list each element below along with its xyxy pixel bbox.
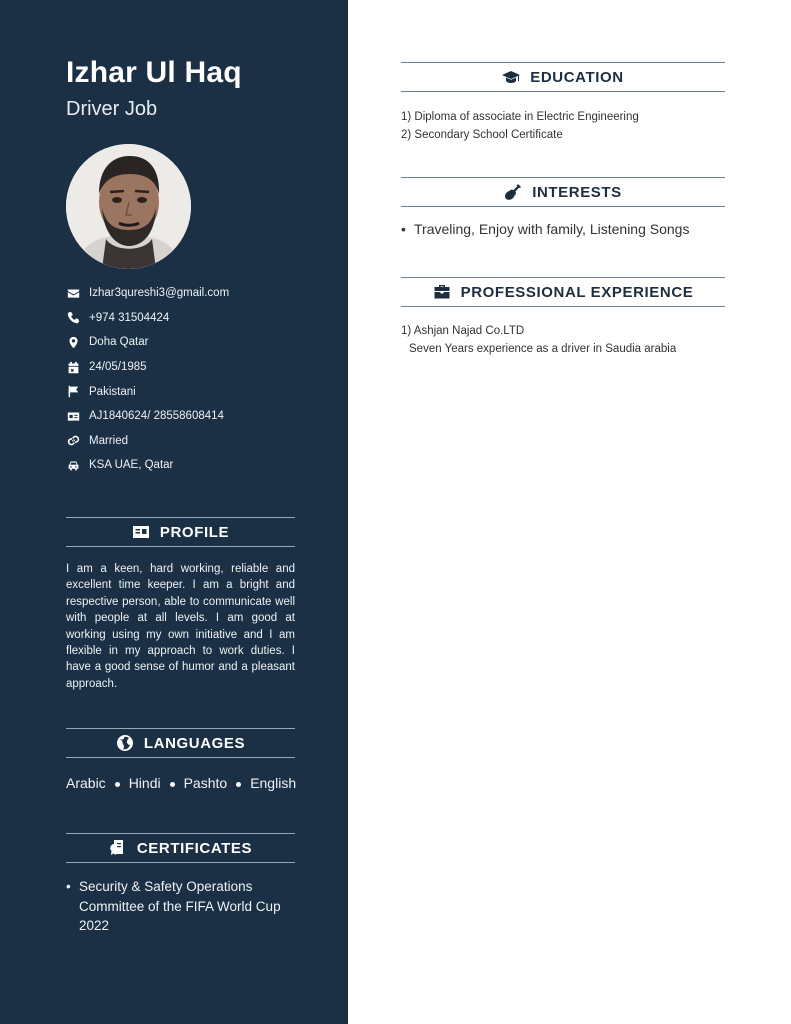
- certificate-item: Security & Safety Operations Committee of the FIFA World Cup 2022: [79, 879, 281, 933]
- education-heading: [401, 62, 725, 92]
- main-content: [348, 0, 791, 1024]
- contact-work-regions: [66, 453, 326, 478]
- graduation-cap-icon: [502, 68, 520, 86]
- contact-marital-status: [66, 429, 326, 454]
- language-item: Hindi: [128, 775, 161, 791]
- experience-heading-text: PROFESSIONAL EXPERIENCE: [460, 283, 694, 301]
- certificate-icon: [109, 839, 127, 857]
- birthdate-value: 24/05/1985: [89, 361, 147, 374]
- job-title: Driver Job: [66, 98, 158, 120]
- certificates-heading: [66, 833, 295, 863]
- certificates-heading-text: CERTIFICATES: [136, 839, 253, 857]
- car-icon: [66, 458, 80, 472]
- marital-status-value: Married: [89, 434, 128, 447]
- avatar: [66, 144, 191, 269]
- education-list: [401, 108, 731, 144]
- id-badge-icon: [132, 523, 150, 541]
- contact-list: [66, 281, 326, 478]
- calendar-icon: [66, 360, 80, 374]
- languages-heading-text: LANGUAGES: [143, 734, 246, 752]
- flag-icon: [66, 385, 80, 399]
- profile-photo: [66, 144, 191, 269]
- work-regions-value: KSA UAE, Qatar: [89, 459, 174, 472]
- languages-list: [66, 775, 306, 791]
- bullet-separator: [236, 782, 241, 787]
- interest-item: Traveling, Enjoy with family, Listening Songs: [414, 221, 690, 237]
- location-value: Doha Qatar: [89, 336, 149, 349]
- contact-nationality: [66, 379, 326, 404]
- language-item: English: [250, 775, 297, 791]
- bullet-separator: [170, 782, 175, 787]
- experience-description: Seven Years experience as a driver in Saudia arabia: [409, 343, 677, 355]
- contact-location: [66, 330, 326, 355]
- certificates-list: [66, 877, 295, 936]
- education-item: 2) Secondary School Certificate: [401, 129, 563, 141]
- sidebar: [0, 0, 348, 1024]
- bullet: •: [66, 879, 71, 894]
- education-heading-text: EDUCATION: [530, 68, 624, 86]
- briefcase-icon: [433, 283, 451, 301]
- interests-heading: [401, 177, 725, 207]
- candidate-name: Izhar Ul Haq: [66, 56, 242, 89]
- contact-id-number: [66, 404, 326, 429]
- languages-heading: [66, 728, 295, 758]
- experience-list: [401, 322, 731, 358]
- education-item: 1) Diploma of associate in Electric Engineering: [401, 111, 639, 123]
- language-item: Pashto: [183, 775, 228, 791]
- experience-company: 1) Ashjan Najad Co.LTD: [401, 325, 525, 337]
- envelope-icon: [66, 286, 80, 300]
- globe-icon: [116, 734, 134, 752]
- nationality-value: Pakistani: [89, 385, 136, 398]
- profile-summary: I am a keen, hard working, reliable and excellent time keeper. I am a bright and respective person, able to communicate well with people at all levels. I am good at working using my own initiative and I am flexible in my approach to work duties. I have a good sense of humor and a pleasant approach.: [66, 563, 295, 690]
- contact-email: [66, 281, 326, 306]
- email-value: Izhar3qureshi3@gmail.com: [89, 287, 230, 300]
- bullet: •: [401, 221, 406, 237]
- experience-heading: [401, 277, 725, 307]
- id-number-value: AJ1840624/ 28558608414: [89, 410, 224, 423]
- contact-phone: [66, 306, 326, 331]
- list-item: [66, 877, 295, 936]
- profile-heading-text: PROFILE: [159, 523, 230, 541]
- profile-heading: [66, 517, 295, 547]
- rings-icon: [66, 434, 80, 448]
- interests-list: [401, 221, 731, 237]
- interests-heading-text: INTERESTS: [532, 183, 622, 201]
- language-item: Arabic: [66, 775, 106, 791]
- contact-birthdate: [66, 355, 326, 380]
- phone-value: +974 31504424: [89, 311, 170, 324]
- location-pin-icon: [66, 335, 80, 349]
- guitar-icon: [504, 183, 522, 201]
- id-card-icon: [66, 409, 80, 423]
- phone-icon: [66, 311, 80, 325]
- bullet-separator: [115, 782, 120, 787]
